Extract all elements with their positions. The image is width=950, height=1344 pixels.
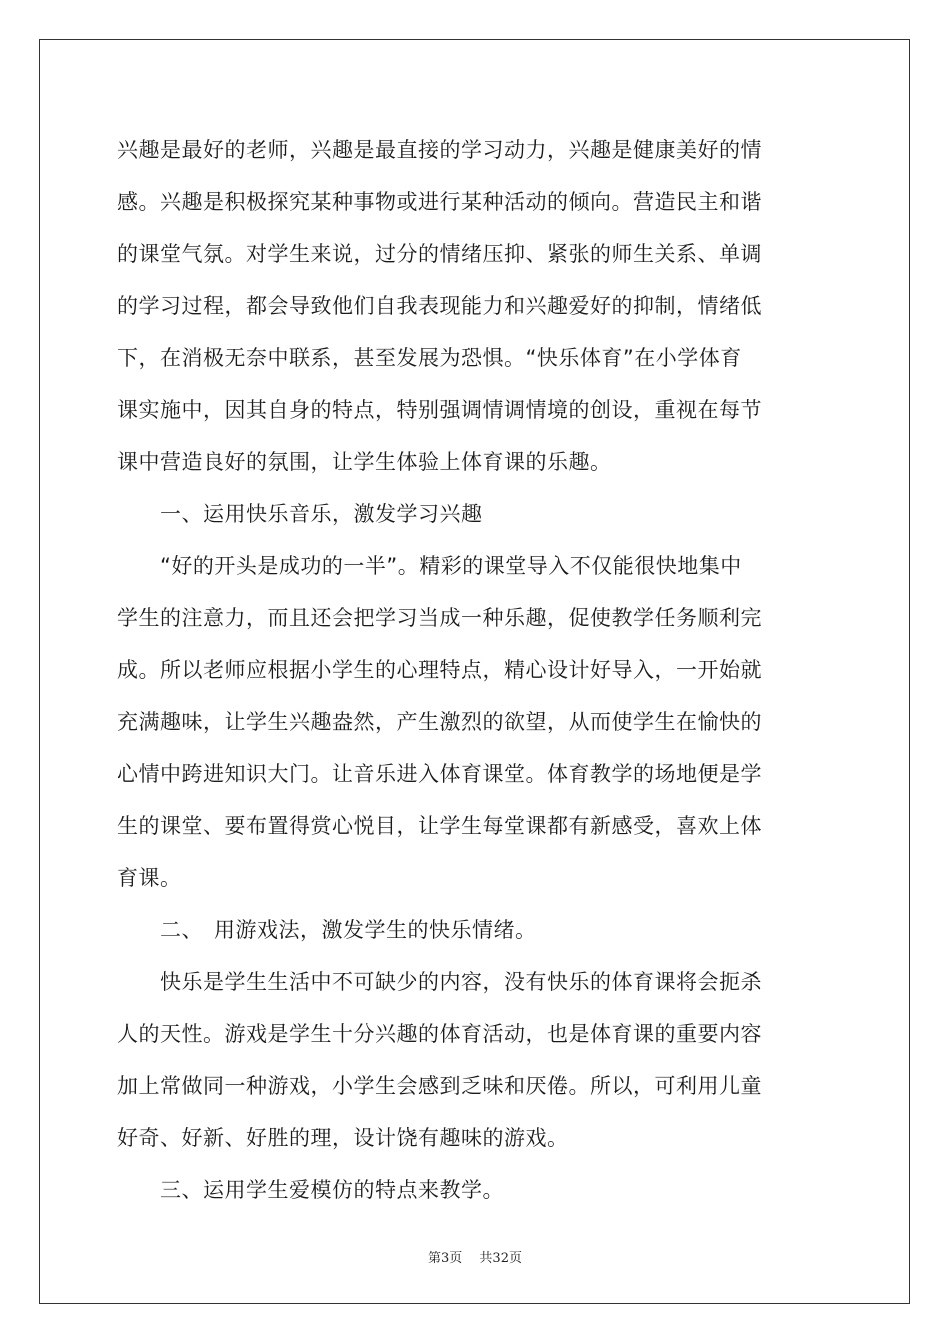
text-line: 成。所以老师应根据小学生的心理特点，精心设计好导入，一开始就: [117, 658, 762, 682]
text-line: 快乐是学生生活中不可缺少的内容，没有快乐的体育课将会扼杀: [117, 970, 762, 994]
text-line: 课中营造良好的氛围，让学生体验上体育课的乐趣。: [117, 450, 612, 474]
text-line: 的学习过程，都会导致他们自我表现能力和兴趣爱好的抑制，情绪低: [117, 294, 762, 318]
text-line: 加上常做同一种游戏，小学生会感到乏味和厌倦。所以，可利用儿童: [117, 1074, 762, 1098]
text-line: 心情中跨进知识大门。让音乐进入体育课堂。体育教学的场地便是学: [117, 762, 762, 786]
text-line: 兴趣是最好的老师，兴趣是最直接的学习动力，兴趣是健康美好的情: [117, 138, 762, 162]
section-heading: 二、 用游戏法，激发学生的快乐情绪。: [117, 918, 537, 942]
section-heading: 一、运用快乐音乐，激发学习兴趣: [117, 502, 483, 526]
text-line: 生的课堂、要布置得赏心悦目，让学生每堂课都有新感受，喜欢上体: [117, 814, 762, 838]
page-number-footer: 第3页 共32页: [428, 1251, 522, 1266]
text-line: 课实施中，因其自身的特点，特别强调情调情境的创设，重视在每节: [117, 398, 762, 422]
text-line: 人的天性。游戏是学生十分兴趣的体育活动，也是体育课的重要内容: [117, 1022, 762, 1046]
document-body: [117, 124, 837, 1216]
text-line: 好奇、好新、好胜的理，设计饶有趣味的游戏。: [117, 1126, 569, 1150]
section-heading: 三、运用学生爱模仿的特点来教学。: [117, 1178, 504, 1202]
text-line: 充满趣味，让学生兴趣盎然，产生激烈的欲望，从而使学生在愉快的: [117, 710, 762, 734]
text-line: 育课。: [117, 866, 182, 890]
text-line: “好的开头是成功的一半”。精彩的课堂导入不仅能很快地集中: [117, 554, 742, 578]
text-line: 的课堂气氛。对学生来说，过分的情绪压抑、紧张的师生关系、单调: [117, 242, 762, 266]
text-line: 感。兴趣是积极探究某种事物或进行某种活动的倾向。营造民主和谐: [117, 190, 762, 214]
text-line: 学生的注意力，而且还会把学习当成一种乐趣，促使教学任务顺利完: [117, 606, 762, 630]
text-line: 下，在消极无奈中联系，甚至发展为恐惧。“快乐体育”在小学体育: [117, 346, 742, 370]
